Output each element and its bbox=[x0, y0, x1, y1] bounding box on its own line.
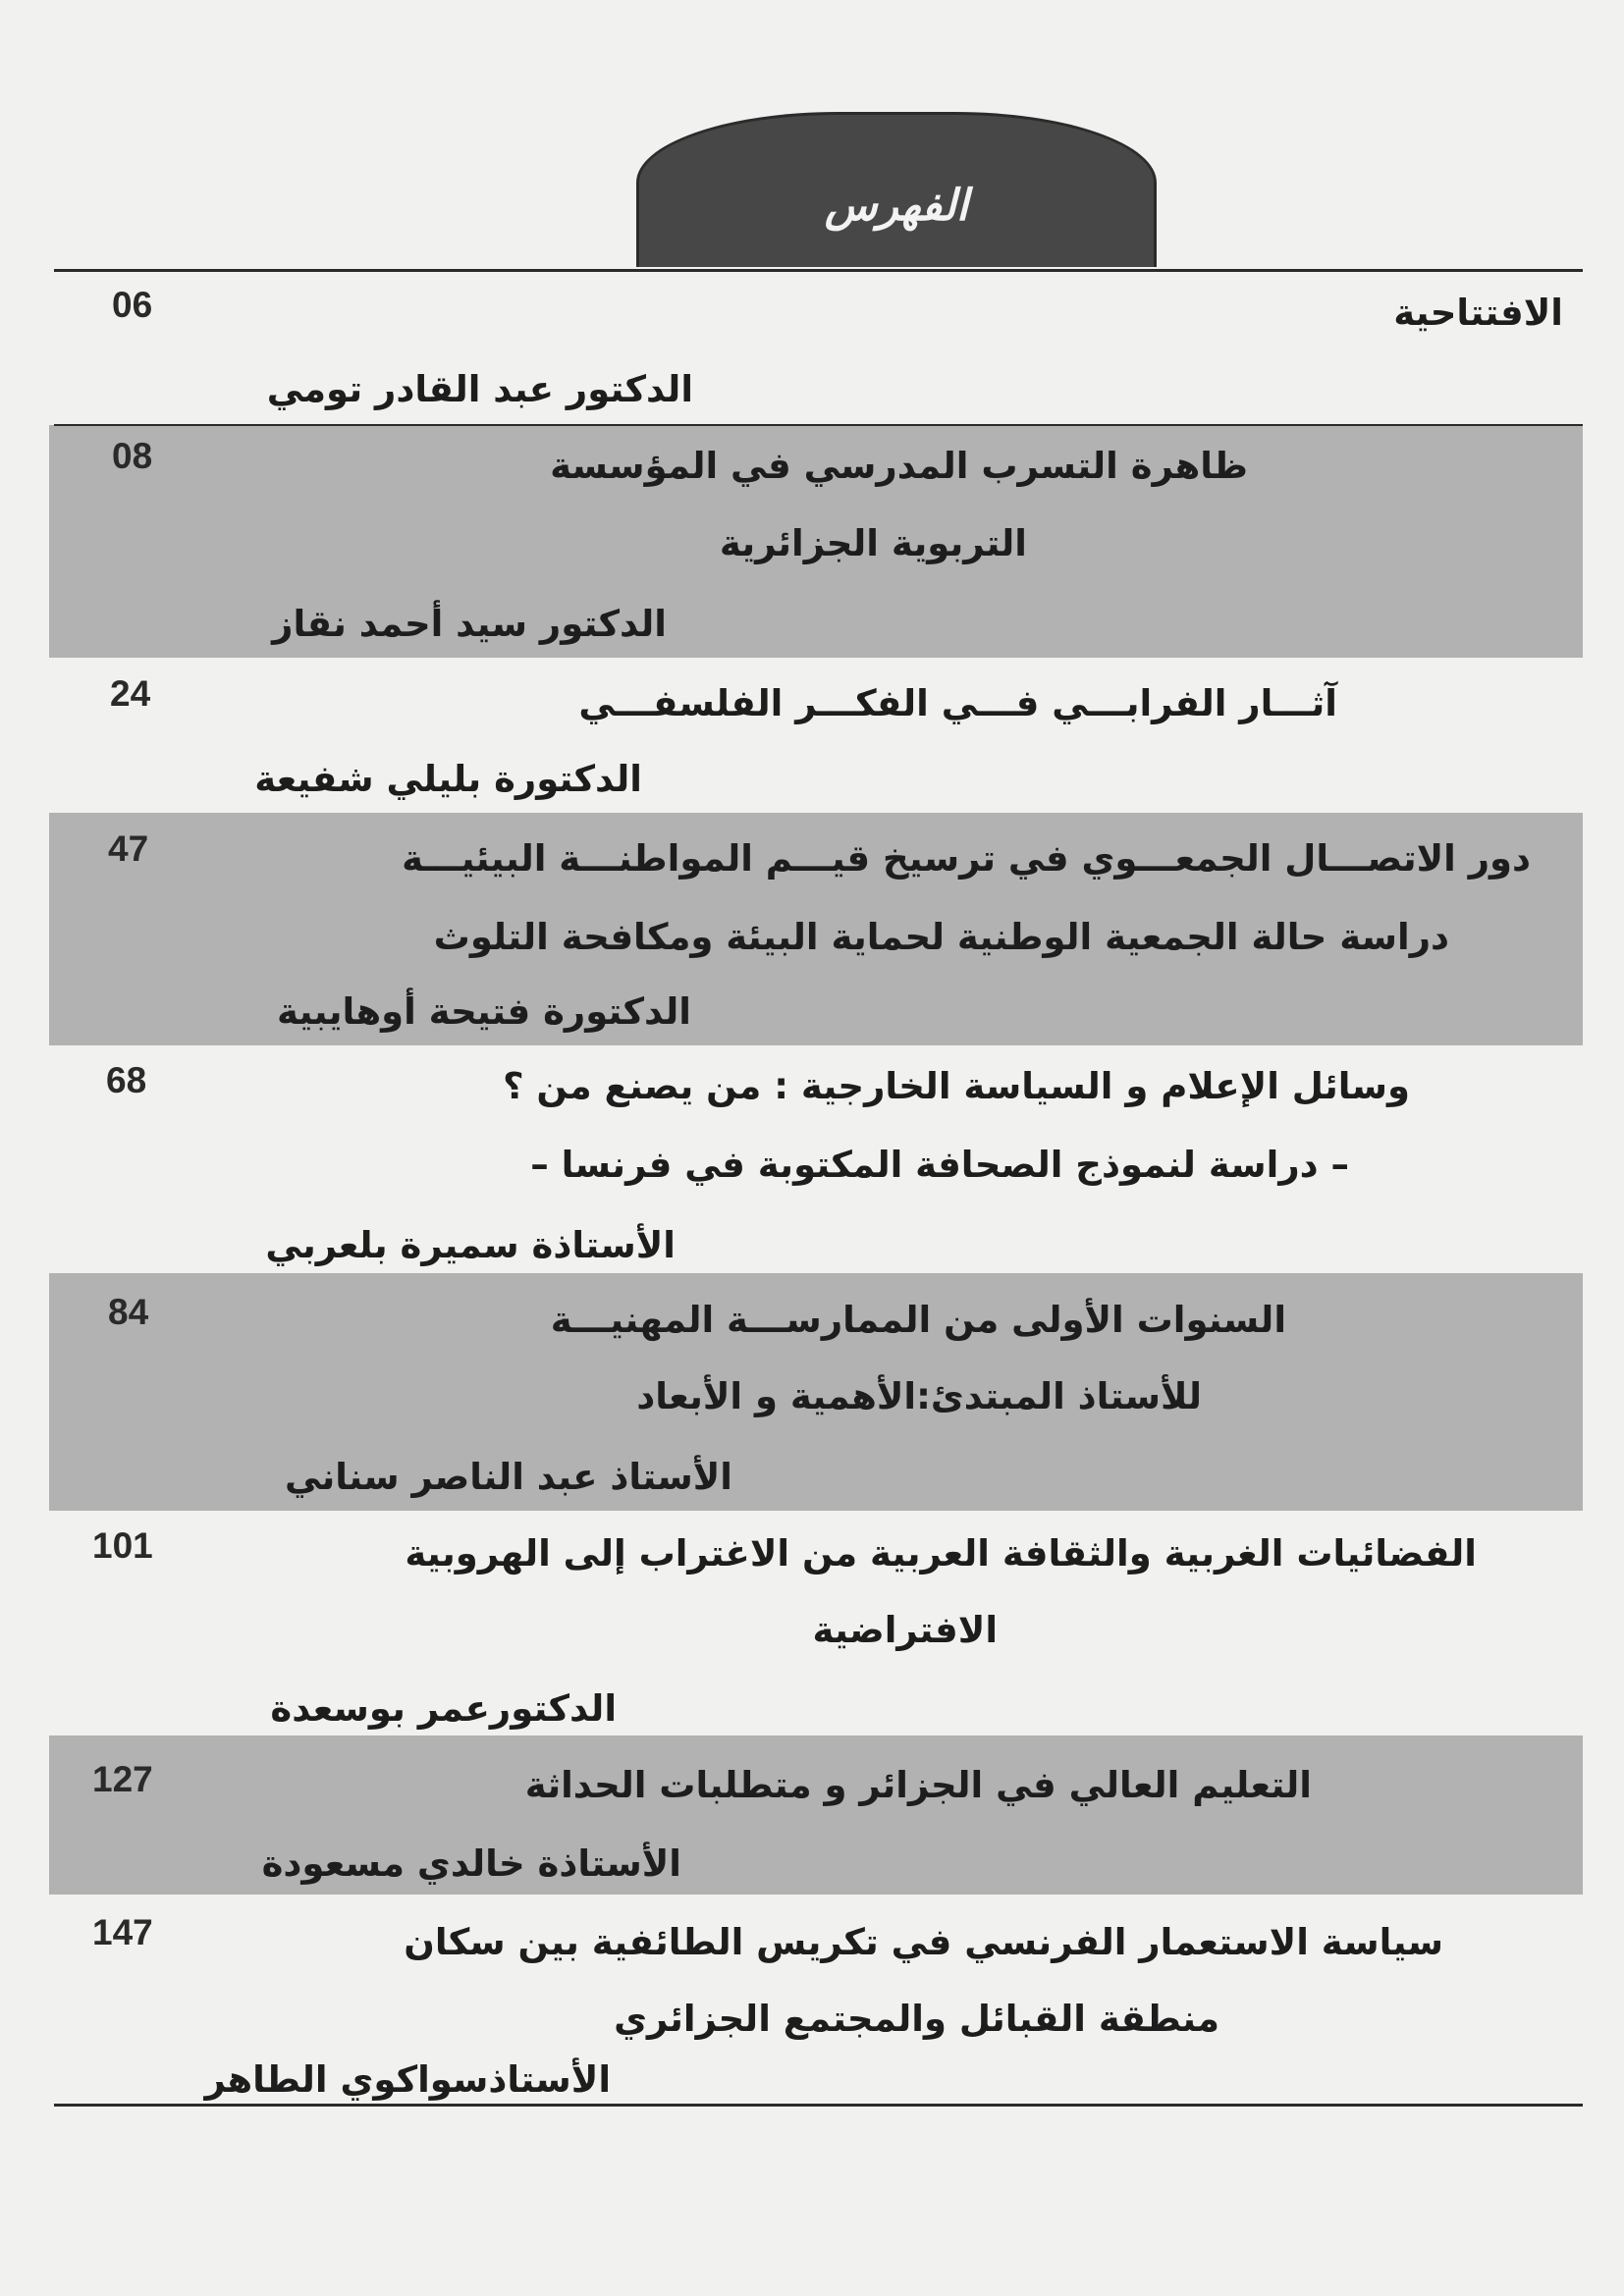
page-number: 147 bbox=[92, 1912, 153, 1952]
page-number: 68 bbox=[106, 1060, 147, 1100]
page-number: 84 bbox=[108, 1292, 149, 1332]
bottom-rule bbox=[54, 2104, 1583, 2107]
entry-divider bbox=[54, 424, 1583, 426]
page-number: 47 bbox=[108, 828, 149, 869]
entry-title: وسائل الإعلام و السياسة الخارجية : من يصنع من ؟ bbox=[503, 1065, 1410, 1107]
page-number: 24 bbox=[110, 673, 151, 714]
entry-author: الأستاذة خالدي مسعودة bbox=[261, 1842, 681, 1885]
entry-title-line2: للأستاذ المبتدئ:الأهمية و الأبعاد bbox=[636, 1375, 1202, 1417]
page-number: 08 bbox=[112, 436, 153, 476]
top-rule bbox=[54, 269, 1583, 272]
entry-title: ظاهرة التسرب المدرسي في المؤسسة bbox=[550, 445, 1248, 487]
entry-title: التعليم العالي في الجزائر و متطلبات الحداثة bbox=[524, 1764, 1312, 1806]
page-number: 06 bbox=[112, 285, 153, 325]
entry-title: سياسة الاستعمار الفرنسي في تكريس الطائفية بين سكان bbox=[404, 1921, 1443, 1963]
entry-title-line2: دراسة حالة الجمعية الوطنية لحماية البيئة ومكافحة التلوث bbox=[433, 916, 1449, 958]
entry-title-line2: التربوية الجزائرية bbox=[719, 522, 1027, 564]
entry-author: الأستاذة سميرة بلعربي bbox=[265, 1224, 676, 1266]
entry-author: الدكتور سيد أحمد نقاز bbox=[272, 603, 667, 645]
entry-title: آثـــار الفرابـــي فـــي الفكـــر الفلسفـــي bbox=[578, 682, 1337, 724]
entry-title-line2: – دراسة لنموذج الصحافة المكتوبة في فرنسا – bbox=[530, 1144, 1349, 1186]
entry-title: دور الاتصـــال الجمعـــوي في ترسيخ قيـــم المواطنـــة البيئيـــة bbox=[402, 837, 1531, 880]
entry-title: السنوات الأولى من الممارســـة المهنيـــة bbox=[550, 1299, 1286, 1341]
entry-author: الأستاذسواكوي الطاهر bbox=[204, 2058, 611, 2101]
entry-author: الدكتورة بليلي شفيعة bbox=[254, 758, 642, 800]
entry-title-line2: الافتراضية bbox=[812, 1609, 998, 1651]
entry-title-line2: منطقة القبائل والمجتمع الجزائري bbox=[614, 1998, 1219, 2040]
entry-author: الدكتورعمر بوسعدة bbox=[270, 1687, 617, 1730]
toc-title-tab bbox=[636, 112, 1157, 267]
entry-author: الدكتور عبد القادر تومي bbox=[266, 368, 693, 410]
page-number: 101 bbox=[92, 1525, 153, 1566]
toc-title: الفهرس bbox=[824, 181, 969, 231]
entry-title: الفضائيات الغربية والثقافة العربية من الاغتراب إلى الهروبية bbox=[405, 1532, 1477, 1575]
entry-author: الأستاذ عبد الناصر سناني bbox=[284, 1456, 732, 1498]
page-number: 127 bbox=[92, 1759, 153, 1799]
entry-title: الافتتاحية bbox=[1393, 292, 1563, 334]
entry-author: الدكتورة فتيحة أوهايبية bbox=[277, 990, 691, 1033]
